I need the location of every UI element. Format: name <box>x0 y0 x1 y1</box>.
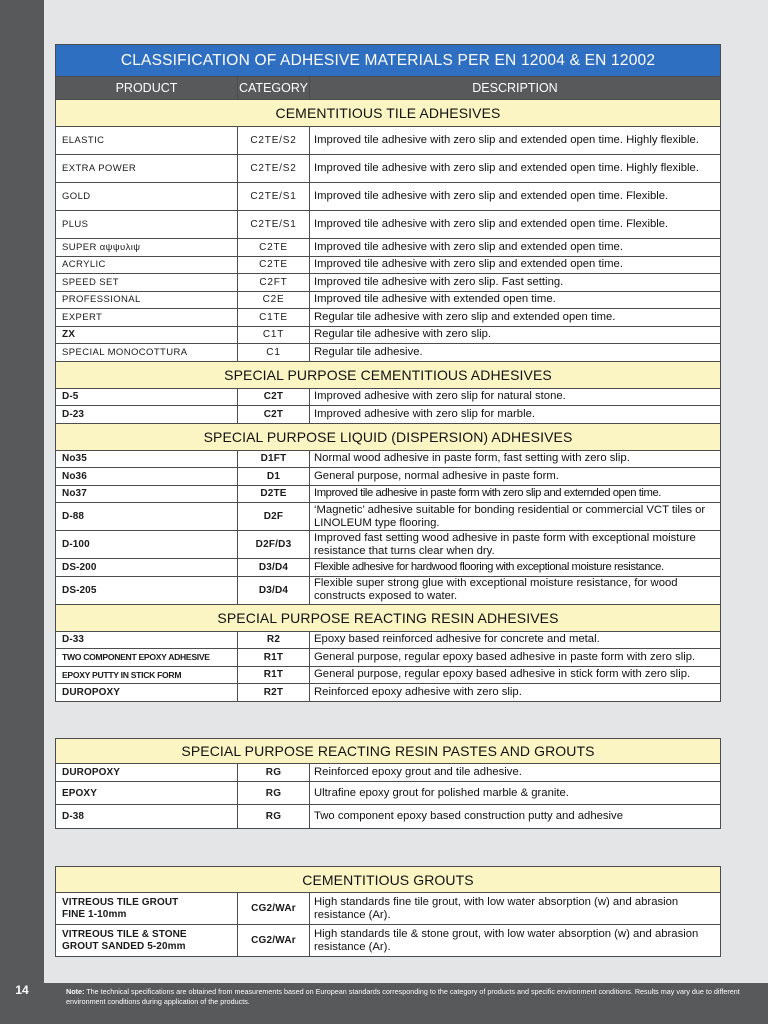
description-cell: Reinforced epoxy adhesive with zero slip. <box>310 684 721 702</box>
table-row <box>56 805 721 829</box>
section-title: SPECIAL PURPOSE REACTING RESIN PASTES AND GROUTS <box>56 739 721 764</box>
category-cell: R1T <box>238 649 310 667</box>
classification-table <box>55 44 721 702</box>
product-cell: No37 <box>56 485 238 503</box>
category-cell: D2F/D3 <box>238 531 310 559</box>
category-cell: C2TE <box>238 239 310 257</box>
table-row <box>56 684 721 702</box>
section-title: SPECIAL PURPOSE CEMENTITIOUS ADHESIVES <box>56 361 721 388</box>
product-line-1: VITREOUS TILE & STONE <box>62 928 187 940</box>
note-text: The technical specifications are obtained from measurements based on European standards corresponding to the category of products and specific environment conditions. Results may vary due to different environment conditions during application of the products. <box>66 987 740 1006</box>
description-cell: Improved adhesive with zero slip for natural stone. <box>310 388 721 406</box>
category-cell: D1 <box>238 468 310 486</box>
product-cell: SPECIAL MONOCOTTURA <box>56 344 238 362</box>
page-number: 14 <box>15 983 29 997</box>
product-cell: D-38 <box>56 805 238 829</box>
product-cell: D-23 <box>56 406 238 424</box>
category-cell: R2 <box>238 631 310 649</box>
description-cell: Regular tile adhesive with zero slip and extended open time. <box>310 309 721 327</box>
description-cell: Flexible adhesive for hardwood flooring with exceptional moisture resistance. <box>310 559 721 577</box>
product-cell: EPOXY <box>56 782 238 805</box>
product-cell <box>56 893 238 925</box>
description-cell: Improved adhesive with zero slip for marble. <box>310 406 721 424</box>
description-cell: Improved tile adhesive with zero slip and extended open time. Flexible. <box>310 183 721 211</box>
table-row <box>56 925 721 957</box>
header-description: DESCRIPTION <box>310 77 721 100</box>
header-product: PRODUCT <box>56 77 238 100</box>
product-cell: EPOXY PUTTY IN STICK FORM <box>56 666 238 684</box>
pastes-grouts-table <box>55 738 721 829</box>
product-cell <box>56 925 238 957</box>
description-cell: Regular tile adhesive with zero slip. <box>310 326 721 344</box>
table-row <box>56 631 721 649</box>
product-cell: D-33 <box>56 631 238 649</box>
category-cell: C2TE/S2 <box>238 127 310 155</box>
header-category: CATEGORY <box>238 77 310 100</box>
category-cell: C2TE/S2 <box>238 155 310 183</box>
table-row <box>56 406 721 424</box>
table-row <box>56 344 721 362</box>
product-line-1: VITREOUS TILE GROUT <box>62 896 179 908</box>
category-cell: R1T <box>238 666 310 684</box>
table-row <box>56 468 721 486</box>
description-cell: Reinforced epoxy grout and tile adhesive. <box>310 764 721 782</box>
description-cell: Epoxy based reinforced adhesive for concrete and metal. <box>310 631 721 649</box>
description-cell: Normal wood adhesive in paste form, fast setting with zero slip. <box>310 450 721 468</box>
table-row <box>56 450 721 468</box>
section-title: SPECIAL PURPOSE REACTING RESIN ADHESIVES <box>56 604 721 631</box>
category-cell: CG2/WAr <box>238 925 310 957</box>
product-cell: No35 <box>56 450 238 468</box>
product-line-2: GROUT SANDED 5-20mm <box>62 940 186 952</box>
category-cell: C1TE <box>238 309 310 327</box>
description-cell: Improved tile adhesive with zero slip and extended open time. <box>310 239 721 257</box>
product-cell: SPEED SET <box>56 274 238 292</box>
description-cell: Improved tile adhesive with extended open time. <box>310 291 721 309</box>
product-cell: D-100 <box>56 531 238 559</box>
product-cell: SUPER αψψυλιψ <box>56 239 238 257</box>
description-cell: Improved tile adhesive with zero slip and extended open time. Highly flexible. <box>310 127 721 155</box>
description-cell: Improved tile adhesive with zero slip and extended open time. Flexible. <box>310 211 721 239</box>
description-cell: Improved tile adhesive with zero slip and extended open time. Highly flexible. <box>310 155 721 183</box>
table-row <box>56 211 721 239</box>
product-cell: ACRYLIC <box>56 256 238 274</box>
description-cell: Flexible super strong glue with exceptional moisture resistance, for wood constructs exposed to water. <box>310 576 721 604</box>
note-label: Note: <box>66 987 85 996</box>
table-row <box>56 559 721 577</box>
category-cell: D2F <box>238 503 310 531</box>
section-title: CEMENTITIOUS TILE ADHESIVES <box>56 100 721 127</box>
table-row <box>56 531 721 559</box>
description-cell: Improved tile adhesive in paste form with zero slip and externded open time. <box>310 485 721 503</box>
table-row <box>56 782 721 805</box>
product-cell: DUROPOXY <box>56 764 238 782</box>
table-row <box>56 764 721 782</box>
category-cell: RG <box>238 782 310 805</box>
description-cell: General purpose, normal adhesive in paste form. <box>310 468 721 486</box>
category-cell: C2TE/S1 <box>238 183 310 211</box>
product-cell: DS-200 <box>56 559 238 577</box>
product-cell: No36 <box>56 468 238 486</box>
description-cell: ‘Magnetic’ adhesive suitable for bonding residential or commercial VCT tiles or LINOLEUM type flooring. <box>310 503 721 531</box>
product-cell: ZX <box>56 326 238 344</box>
table-row <box>56 183 721 211</box>
description-cell: Improved tile adhesive with zero slip and extended open time. <box>310 256 721 274</box>
table-row <box>56 503 721 531</box>
category-cell: C2FT <box>238 274 310 292</box>
category-cell: C2TE <box>238 256 310 274</box>
description-cell: High standards tile & stone grout, with low water absorption (w) and abrasion resistance (Ar). <box>310 925 721 957</box>
category-cell: C1T <box>238 326 310 344</box>
product-cell: PROFESSIONAL <box>56 291 238 309</box>
table-row <box>56 485 721 503</box>
category-cell: C2T <box>238 388 310 406</box>
category-cell: RG <box>238 805 310 829</box>
product-cell: EXTRA POWER <box>56 155 238 183</box>
table-row <box>56 388 721 406</box>
table-row <box>56 274 721 292</box>
section-title: SPECIAL PURPOSE LIQUID (DISPERSION) ADHESIVES <box>56 423 721 450</box>
description-cell: Improved tile adhesive with zero slip. Fast setting. <box>310 274 721 292</box>
category-cell: C2E <box>238 291 310 309</box>
product-cell: DUROPOXY <box>56 684 238 702</box>
table-row <box>56 576 721 604</box>
category-cell: R2T <box>238 684 310 702</box>
product-line-2: FINE 1-10mm <box>62 908 127 920</box>
left-margin-bar <box>0 0 44 1024</box>
table-row <box>56 649 721 667</box>
table-row <box>56 256 721 274</box>
product-cell: D-88 <box>56 503 238 531</box>
product-cell: PLUS <box>56 211 238 239</box>
description-cell: High standards fine tile grout, with low water absorption (w) and abrasion resistance (Ar). <box>310 893 721 925</box>
footer-note <box>66 987 756 1006</box>
category-cell: RG <box>238 764 310 782</box>
description-cell: Ultrafine epoxy grout for polished marble & granite. <box>310 782 721 805</box>
category-cell: D3/D4 <box>238 576 310 604</box>
description-cell: Two component epoxy based construction putty and adhesive <box>310 805 721 829</box>
product-cell: D-5 <box>56 388 238 406</box>
description-cell: General purpose, regular epoxy based adhesive in paste form with zero slip. <box>310 649 721 667</box>
table-row <box>56 239 721 257</box>
product-cell: TWO COMPONENT EPOXY ADHESIVE <box>56 649 238 667</box>
category-cell: D2TE <box>238 485 310 503</box>
product-cell: ELASTIC <box>56 127 238 155</box>
table-row <box>56 666 721 684</box>
description-cell: Regular tile adhesive. <box>310 344 721 362</box>
category-cell: C1 <box>238 344 310 362</box>
category-cell: CG2/WAr <box>238 893 310 925</box>
category-cell: D1FT <box>238 450 310 468</box>
table-row <box>56 326 721 344</box>
product-cell: DS-205 <box>56 576 238 604</box>
section-title: CEMENTITIOUS GROUTS <box>56 867 721 893</box>
table-row <box>56 155 721 183</box>
table-title: CLASSIFICATION OF ADHESIVE MATERIALS PER EN 12004 & EN 12002 <box>56 45 721 77</box>
table-row <box>56 893 721 925</box>
table-row <box>56 127 721 155</box>
category-cell: D3/D4 <box>238 559 310 577</box>
category-cell: C2T <box>238 406 310 424</box>
grouts-table <box>55 866 721 957</box>
description-cell: General purpose, regular epoxy based adhesive in stick form with zero slip. <box>310 666 721 684</box>
table-row <box>56 291 721 309</box>
category-cell: C2TE/S1 <box>238 211 310 239</box>
product-cell: EXPERT <box>56 309 238 327</box>
product-cell: GOLD <box>56 183 238 211</box>
table-row <box>56 309 721 327</box>
description-cell: Improved fast setting wood adhesive in paste form with exceptional moisture resistance that turns clear when dry. <box>310 531 721 559</box>
